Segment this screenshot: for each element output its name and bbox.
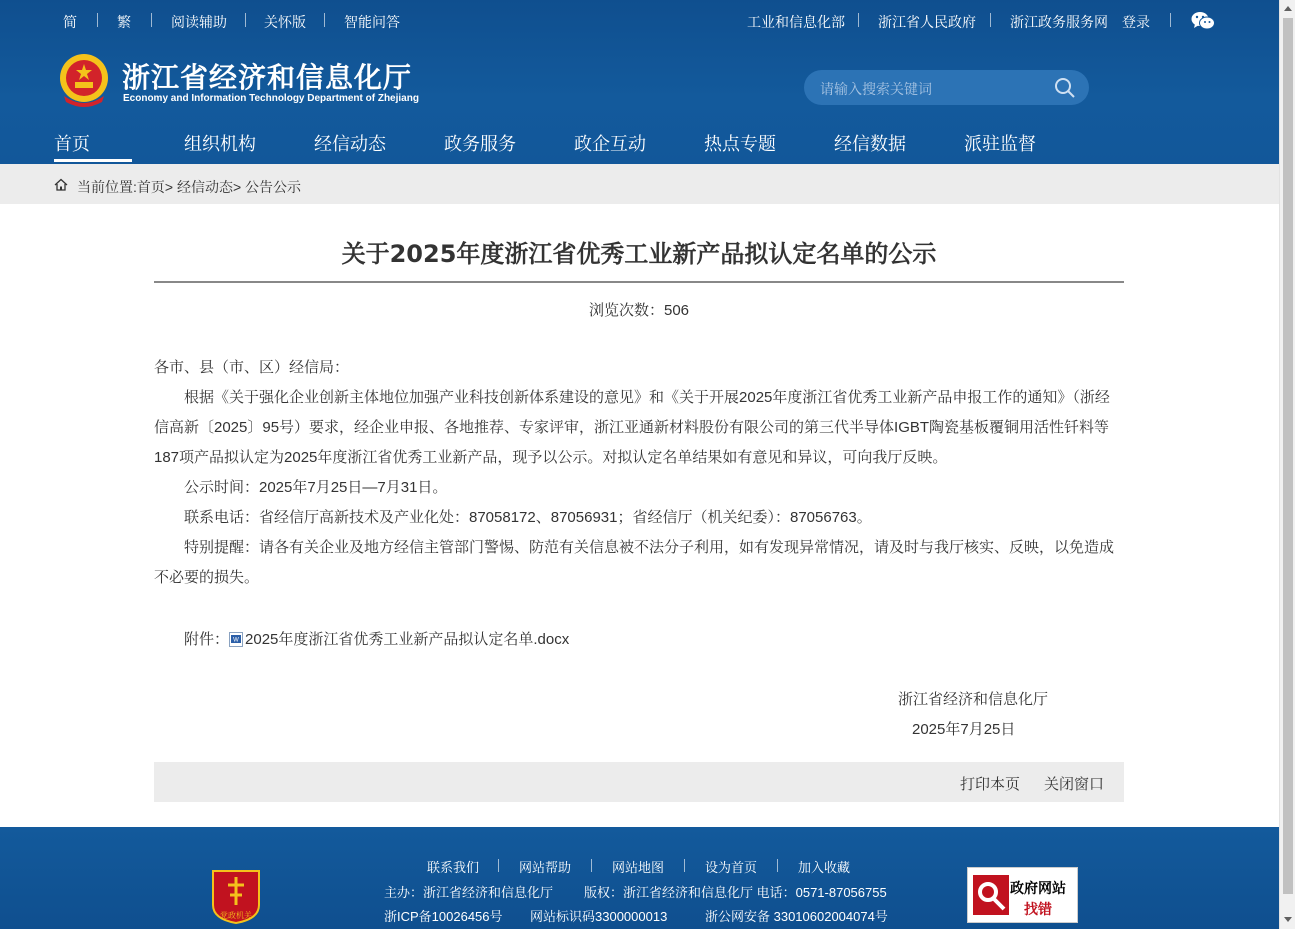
footer-site-id: 网站标识码3300000013: [530, 909, 668, 924]
footer-icp[interactable]: 浙ICP备10026456号: [384, 909, 503, 924]
title-divider: [154, 281, 1124, 283]
site-header: [0, 0, 1279, 164]
search-icon[interactable]: [1054, 77, 1076, 99]
vertical-scrollbar[interactable]: [1279, 0, 1295, 929]
footer-bookmark-link[interactable]: 加入收藏: [798, 860, 851, 875]
main-nav: [0, 128, 1279, 164]
zj-service-link[interactable]: 浙江政务服务网: [1010, 14, 1108, 30]
word-doc-icon: [229, 632, 243, 647]
footer-host: 主办：浙江省经济和信息化厅: [384, 885, 554, 900]
scroll-down-arrow-icon[interactable]: [1284, 917, 1292, 922]
attachment-link[interactable]: 2025年度浙江省优秀工业新产品拟认定名单.docx: [245, 631, 570, 648]
paragraph-2: 公示时间：2025年7月25日—7月31日。: [184, 479, 448, 496]
svg-text:W: W: [233, 637, 239, 644]
footer-set-home-link[interactable]: 设为首页: [705, 860, 758, 875]
nav-news[interactable]: 经信动态: [314, 134, 386, 154]
view-count: 浏览次数：506: [588, 302, 690, 319]
footer-police-record[interactable]: 浙公网安备 33010602004074号: [705, 909, 888, 924]
smart-qa-link[interactable]: 智能问答: [344, 14, 400, 30]
magnifier-error-icon: [973, 875, 1009, 915]
search-box: [804, 70, 1089, 105]
simplified-chinese-link[interactable]: 简: [63, 14, 77, 30]
divider: [151, 13, 152, 27]
scrollbar-thumb[interactable]: [1283, 18, 1293, 894]
article-toolbar: [154, 762, 1124, 802]
footer-copyright: 版权：浙江省经济和信息化厅 电话：0571-87056755: [584, 885, 887, 900]
divider: [324, 13, 325, 27]
salutation: 各市、县（市、区）经信局：: [154, 359, 350, 376]
badge-text: 党政机关: [220, 911, 252, 920]
breadcrumb[interactable]: 当前位置:首页> 经信动态> 公告公示: [77, 179, 302, 195]
home-icon: [54, 178, 68, 191]
care-version-link[interactable]: 关怀版: [264, 14, 306, 30]
article-title: 关于2025年度浙江省优秀工业新产品拟认定名单的公示: [341, 240, 937, 268]
report-line-2: 找错: [1024, 901, 1052, 917]
login-link[interactable]: 登录: [1122, 14, 1150, 30]
footer-contact-link[interactable]: 联系我们: [427, 860, 480, 875]
divider: [990, 13, 991, 27]
search-input[interactable]: [818, 78, 1042, 100]
nav-topics[interactable]: 热点专题: [704, 134, 776, 154]
report-error-button[interactable]: [967, 867, 1078, 923]
close-window-button[interactable]: 关闭窗口: [1044, 776, 1105, 793]
breadcrumb-bar: [0, 164, 1279, 204]
footer-help-link[interactable]: 网站帮助: [519, 860, 572, 875]
wechat-icon[interactable]: [1191, 10, 1215, 32]
scroll-up-arrow-icon[interactable]: [1284, 6, 1292, 11]
divider: [97, 13, 98, 27]
top-utility-bar: [0, 0, 1279, 42]
divider: [684, 859, 685, 872]
paragraph-4: 特别提醒：请各有关企业及地方经信主管部门警惕、防范有关信息被不法分子利用，如有发现异常情况，请及时与我厅核实、反映，以免造成不必要的损失。: [154, 539, 1115, 586]
site-footer: [0, 827, 1279, 929]
nav-data[interactable]: 经信数据: [834, 134, 906, 154]
divider: [858, 13, 859, 27]
site-subtitle-en: Economy and Information Technology Department of Zhejiang: [123, 93, 419, 104]
nav-home[interactable]: 首页: [54, 134, 90, 154]
paragraph-1: 根据《关于强化企业创新主体地位加强产业科技创新体系建设的意见》和《关于开展2025年度浙江省优秀工业新产品申报工作的通知》（浙经信高新〔2025〕95号）要求，经企业申报、各地推荐、专家评审，浙江亚通新材料股份有限公司的第三代半导体IGBT陶瓷基板覆铜用活性钎料等187项产品拟认定为2025年度浙江省优秀工业新产品，现予以公示。对拟认定名单结果如有意见和异议，可向我厅反映。: [154, 389, 1110, 466]
divider: [777, 859, 778, 872]
party-government-badge-icon[interactable]: [209, 865, 263, 925]
nav-organization[interactable]: 组织机构: [184, 134, 256, 154]
nav-gov-services[interactable]: 政务服务: [444, 134, 516, 154]
traditional-chinese-link[interactable]: 繁: [117, 14, 131, 30]
divider: [1170, 13, 1171, 27]
zhejiang-gov-link[interactable]: 浙江省人民政府: [878, 14, 976, 30]
site-title[interactable]: 浙江省经济和信息化厅: [122, 61, 413, 94]
miit-link[interactable]: 工业和信息化部: [747, 14, 845, 30]
attachment-label: 附件：: [184, 631, 230, 648]
nav-interaction[interactable]: 政企互动: [574, 134, 646, 154]
footer-sitemap-link[interactable]: 网站地图: [612, 860, 665, 875]
divider: [498, 859, 499, 872]
nav-supervision[interactable]: 派驻监督: [964, 134, 1036, 154]
signature-org: 浙江省经济和信息化厅: [898, 691, 1049, 708]
reading-assist-link[interactable]: 阅读辅助: [171, 14, 227, 30]
divider: [245, 13, 246, 27]
national-emblem-icon: [58, 52, 110, 108]
report-line-1: 政府网站: [1010, 880, 1066, 896]
nav-active-indicator: [54, 159, 132, 162]
attachment-row: [184, 628, 569, 649]
paragraph-3: 联系电话：省经信厅高新技术及产业化处：87058172、87056931；省经信厅（机关纪委）：87056763。: [184, 509, 872, 526]
signature-date: 2025年7月25日: [912, 721, 1016, 738]
divider: [591, 859, 592, 872]
print-button[interactable]: 打印本页: [960, 776, 1021, 793]
